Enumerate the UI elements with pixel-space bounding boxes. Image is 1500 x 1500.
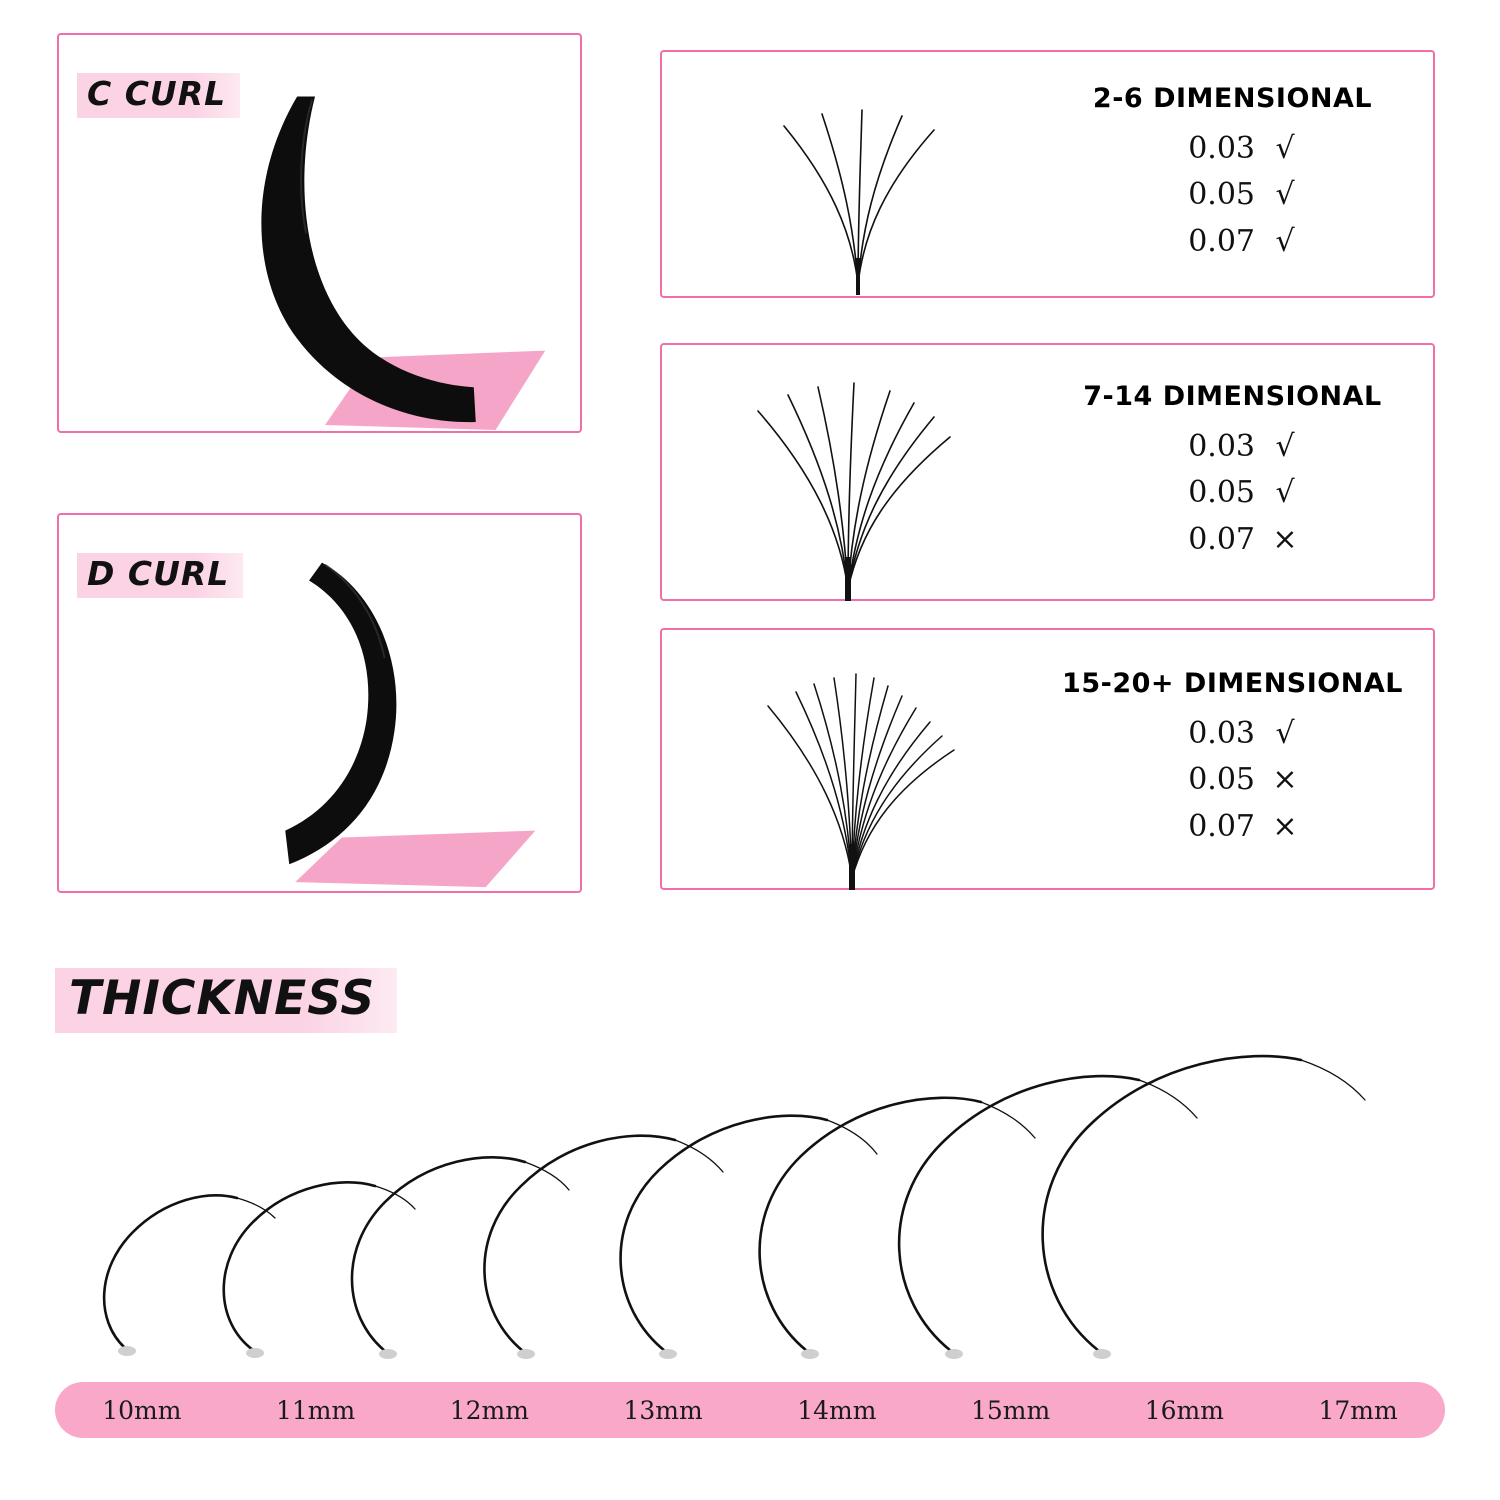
length-label: 16mm: [1144, 1395, 1224, 1425]
thickness-support-row: [1150, 172, 1315, 219]
thickness-support-row: [1150, 711, 1315, 758]
thickness-support-row: [1150, 126, 1315, 173]
thickness-value: 0.03: [1188, 715, 1255, 751]
c-curl-panel: [57, 33, 582, 433]
length-label: 12mm: [449, 1395, 529, 1425]
thickness-support-row: [1150, 219, 1315, 266]
thickness-support-row: [1150, 470, 1315, 517]
lash-curve-12mm: [352, 1157, 569, 1359]
support-mark: ×: [1272, 762, 1298, 798]
lash-length-illustrations: [55, 1010, 1445, 1365]
length-label: 14mm: [797, 1395, 877, 1425]
fan-illustration-7-14: [662, 345, 1052, 599]
thickness-support-row: [1150, 757, 1315, 804]
thickness-support-list: [1150, 126, 1315, 266]
dimension-title: 15-20+ DIMENSIONAL: [1062, 667, 1403, 699]
lash-curve-15mm: [760, 1098, 1035, 1359]
thickness-value: 0.07: [1188, 521, 1255, 557]
dimension-panel-7-14: [660, 343, 1435, 601]
thickness-value: 0.03: [1188, 130, 1255, 166]
thickness-value: 0.07: [1188, 223, 1255, 259]
dimension-title: 2-6 DIMENSIONAL: [1092, 82, 1373, 114]
thickness-support-row: [1150, 424, 1315, 471]
fan-illustration-2-6: [662, 52, 1052, 296]
thickness-value: 0.03: [1188, 428, 1255, 464]
length-label: 10mm: [102, 1395, 182, 1425]
dimension-panel-2-6: [660, 50, 1435, 298]
thickness-support-list: [1150, 711, 1315, 851]
thickness-support-list: [1150, 424, 1315, 564]
support-mark: ×: [1272, 521, 1298, 557]
d-curl-label: D CURL: [77, 553, 243, 598]
lash-curve-13mm: [484, 1136, 723, 1359]
thickness-value: 0.07: [1188, 808, 1255, 844]
lash-curve-17mm: [1043, 1056, 1365, 1359]
c-curl-label: C CURL: [77, 73, 240, 118]
lash-curve-14mm: [621, 1116, 877, 1359]
support-mark: √: [1275, 177, 1295, 213]
lash-curve-10mm: [104, 1195, 275, 1356]
length-label: 11mm: [276, 1395, 356, 1425]
lash-curve-11mm: [224, 1182, 415, 1358]
support-mark: √: [1275, 715, 1295, 751]
d-curl-lash-shape: [285, 563, 396, 865]
dimension-title: 7-14 DIMENSIONAL: [1083, 380, 1382, 412]
fan-illustration-15-20: [662, 630, 1052, 888]
d-curl-illustration: [59, 515, 580, 892]
length-scale-bar: [55, 1382, 1445, 1438]
support-mark: √: [1275, 130, 1295, 166]
thickness-value: 0.05: [1188, 475, 1255, 511]
thickness-section-label: THICKNESS: [55, 968, 397, 1033]
thickness-support-row: [1150, 517, 1315, 564]
support-mark: √: [1275, 223, 1295, 259]
dimension-panel-15-20: [660, 628, 1435, 890]
thickness-value: 0.05: [1188, 762, 1255, 798]
length-label: 15mm: [971, 1395, 1051, 1425]
length-label: 13mm: [623, 1395, 703, 1425]
support-mark: √: [1275, 428, 1295, 464]
d-curl-panel: [57, 513, 582, 893]
support-mark: √: [1275, 475, 1295, 511]
length-label: 17mm: [1318, 1395, 1398, 1425]
c-curl-illustration: [59, 35, 580, 432]
support-mark: ×: [1272, 808, 1298, 844]
thickness-value: 0.05: [1188, 177, 1255, 213]
lash-curve-16mm: [899, 1076, 1197, 1359]
thickness-support-row: [1150, 804, 1315, 851]
